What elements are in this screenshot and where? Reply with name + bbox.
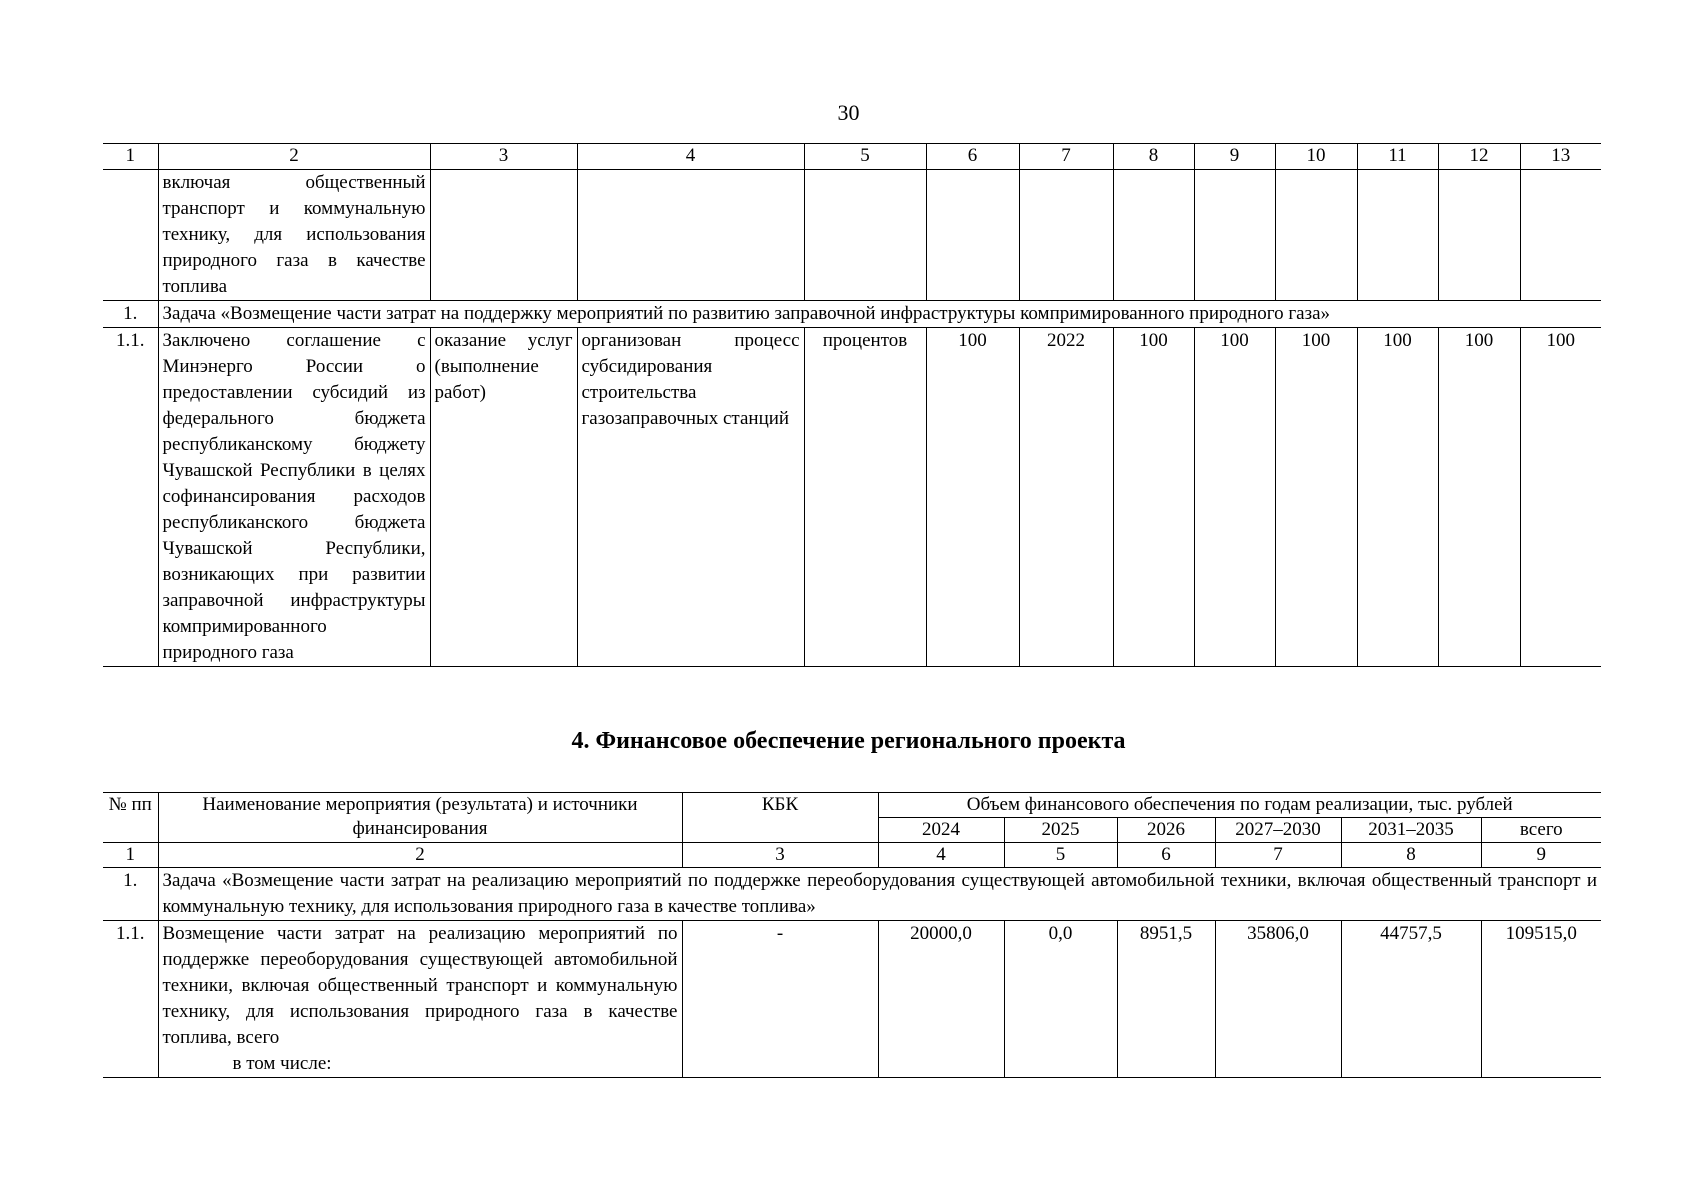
result-indicators-table <box>103 143 1601 667</box>
result-characteristic: организован процесс субсидирования строительства газозаправочных станций <box>577 328 804 667</box>
col-number: 12 <box>1438 144 1520 170</box>
year-header: 2027–2030 <box>1215 818 1341 843</box>
value-2031-2035: 100 <box>1438 328 1520 667</box>
year-header: 2025 <box>1004 818 1117 843</box>
col-number: 5 <box>804 144 926 170</box>
row-number: 1.1. <box>103 328 158 667</box>
base-value: 100 <box>926 328 1019 667</box>
year-header: всего <box>1481 818 1601 843</box>
col-number: 11 <box>1357 144 1438 170</box>
col-number: 8 <box>1113 144 1194 170</box>
header-kbk: КБК <box>682 793 878 843</box>
col-number: 13 <box>1520 144 1601 170</box>
col-number: 1 <box>103 843 158 868</box>
page-number: 30 <box>837 100 860 125</box>
value-2027-2030: 100 <box>1357 328 1438 667</box>
amount-2027-2030: 35806,0 <box>1215 921 1341 1078</box>
col-number: 6 <box>1117 843 1215 868</box>
value-2026: 100 <box>1275 328 1357 667</box>
col-number: 2 <box>158 144 430 170</box>
continuation-text: включая общественный транспорт и коммунальную технику, для использования природного газа в качестве топлива <box>158 170 430 301</box>
header-name: Наименование мероприятия (результата) и источники финансирования <box>158 793 682 843</box>
section-title: 4. Финансовое обеспечение регионального проекта <box>571 728 1126 754</box>
col-number: 8 <box>1341 843 1481 868</box>
amount-2026: 8951,5 <box>1117 921 1215 1078</box>
header-number: № пп <box>103 793 158 843</box>
amount-2031-2035: 44757,5 <box>1341 921 1481 1078</box>
table-row <box>103 921 1601 1078</box>
amount-2024: 20000,0 <box>878 921 1004 1078</box>
col-number: 4 <box>878 843 1004 868</box>
result-name: Заключено соглашение с Минэнерго России о предоставлении субсидий из федерального бюджета республиканскому бюджету Чувашской Республики в целях софинансирования расходов республиканского бюджета Чувашской Республики, возникающих при развитии заправочной инфраструктуры компримированного природного газа <box>158 328 430 667</box>
task-row <box>103 301 1601 328</box>
header-volume: Объем финансового обеспечения по годам реализации, тыс. рублей <box>878 793 1601 818</box>
year-header: 2031–2035 <box>1341 818 1481 843</box>
year-header: 2024 <box>878 818 1004 843</box>
value-2024: 100 <box>1113 328 1194 667</box>
header-row <box>103 793 1601 818</box>
col-number: 10 <box>1275 144 1357 170</box>
base-year: 2022 <box>1019 328 1113 667</box>
task-text: Задача «Возмещение части затрат на реализацию мероприятий по поддержке переоборудования существующей автомобильной техники, включая общественный транспорт и коммунальную технику, для использования природного газа в качестве топлива» <box>158 868 1601 921</box>
amount-total: 109515,0 <box>1481 921 1601 1078</box>
col-number: 7 <box>1019 144 1113 170</box>
continuation-row <box>103 170 1601 301</box>
task-number: 1. <box>103 301 158 328</box>
financing-table <box>103 792 1601 1078</box>
col-number: 4 <box>577 144 804 170</box>
measure-cell <box>158 921 682 1078</box>
table-row <box>103 328 1601 667</box>
unit: процентов <box>804 328 926 667</box>
col-number: 9 <box>1481 843 1601 868</box>
result-type: оказание услуг (выполнение работ) <box>430 328 577 667</box>
value-2025: 100 <box>1194 328 1275 667</box>
task-text: Задача «Возмещение части затрат на поддержку мероприятий по развитию заправочной инфраструктуры компримированного природного газа» <box>158 301 1601 328</box>
kbk-value: - <box>682 921 878 1078</box>
amount-2025: 0,0 <box>1004 921 1117 1078</box>
measure-name: Возмещение части затрат на реализацию мероприятий по поддержке переоборудования существующей автомобильной техники, включая общественный транспорт и коммунальную технику, для использования природного газа в качестве топлива, всего <box>162 923 678 1048</box>
task-number: 1. <box>103 868 158 921</box>
col-number: 6 <box>926 144 1019 170</box>
value-total: 100 <box>1520 328 1601 667</box>
col-number: 3 <box>430 144 577 170</box>
col-number: 2 <box>158 843 682 868</box>
year-header: 2026 <box>1117 818 1215 843</box>
measure-subnote: в том числе: <box>232 1053 332 1074</box>
row-number: 1.1. <box>103 921 158 1078</box>
column-number-row <box>103 144 1601 170</box>
col-number: 1 <box>103 144 158 170</box>
col-number: 9 <box>1194 144 1275 170</box>
task-row <box>103 868 1601 921</box>
column-number-row <box>103 843 1601 868</box>
col-number: 5 <box>1004 843 1117 868</box>
col-number: 7 <box>1215 843 1341 868</box>
col-number: 3 <box>682 843 878 868</box>
